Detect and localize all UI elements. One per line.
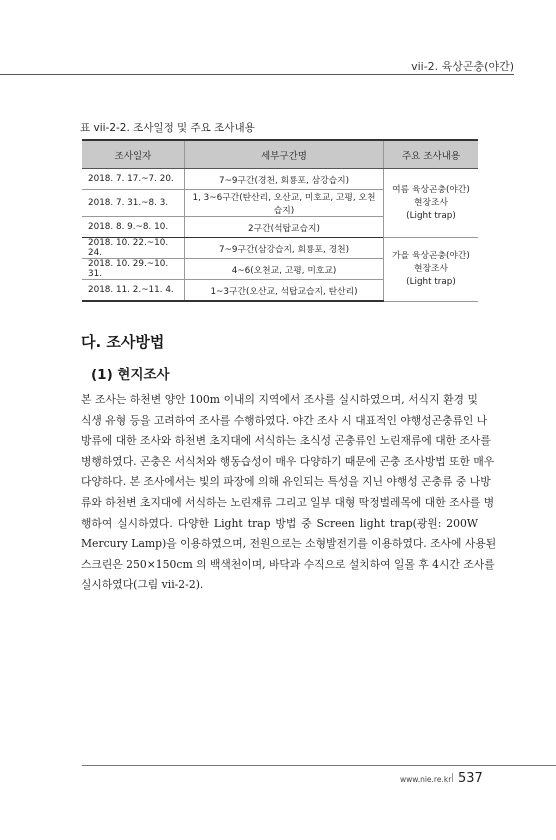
survey-content-line: 현장조사 — [414, 263, 448, 274]
body-line: 실시하였다(그림 vii-2-2). — [81, 578, 204, 592]
body-line: 방류에 대한 조사와 하천변 초지대에 서식하는 초식성 곤충류인 노린재류에 대한 조사를 — [81, 434, 491, 448]
body-line: 행하여 실시하였다. 다양한 Light trap 방법 중 Screen light trap(광원: 200W — [81, 516, 478, 530]
survey-date-cell: 2018. 10. 22.~10. 24. — [82, 238, 185, 259]
survey-section-cell: 2구간(석탑교습지) — [185, 217, 384, 238]
survey-date-cell: 2018. 11. 2.~11. 4. — [82, 280, 185, 302]
column-header-section: 세부구간명 — [185, 140, 384, 169]
footer-url: www.nie.re.kr — [400, 775, 452, 784]
survey-section-cell: 1~3구간(오산교, 석탑교습지, 탄산리) — [185, 280, 384, 302]
survey-section-cell: 7~9구간(삼강습지, 회룡포, 경천) — [185, 238, 384, 259]
survey-date-cell: 2018. 7. 17.~7. 20. — [82, 169, 185, 190]
survey-date-cell: 2018. 7. 31.~8. 3. — [82, 190, 185, 217]
survey-schedule-table — [82, 139, 478, 302]
running-header-title: vii-2. 육상곤충(야간) — [411, 60, 514, 73]
column-header-date: 조사일자 — [82, 140, 185, 169]
body-line: 류와 하천변 초지대에 서식하는 노린재류 그리고 일부 대형 딱정벌레목에 대한 조사를 병 — [81, 495, 495, 509]
page-number: 537 — [458, 771, 483, 786]
survey-content-cell — [384, 238, 479, 302]
body-line: 스크린은 250×150cm 의 백색천이며, 바닥과 수직으로 설치하여 일몰 후 4시간 조사를 — [81, 557, 495, 571]
body-paragraph — [81, 390, 497, 596]
survey-content-line: 현장조사 — [414, 197, 448, 208]
column-header-content: 주요 조사내용 — [384, 140, 479, 169]
body-line: 다양하다. 본 조사에서는 빛의 파장에 의해 유인되는 특성을 지닌 야행성 곤충류 중 나방 — [81, 475, 491, 489]
body-line: 식생 유형 등을 고려하여 조사를 수행하였다. 야간 조사 시 대표적인 야행성곤충류인 나 — [81, 413, 488, 427]
table-caption: 표 vii-2-2. 조사일정 및 주요 조사내용 — [80, 122, 255, 134]
body-line: 병행하였다. 곤충은 서식처와 행동습성이 매우 다양하기 때문에 곤충 조사방법 또한 매우 — [81, 454, 495, 468]
survey-content-line: 여름 육상곤충(야간) — [392, 184, 470, 195]
table-row — [82, 169, 478, 190]
survey-section-cell: 7~9구간(경천, 회룡포, 삼강습지) — [185, 169, 384, 190]
table-header-row — [82, 140, 478, 169]
survey-content-cell — [384, 169, 479, 238]
table-row — [82, 238, 478, 259]
survey-section-cell: 4~6(오천교, 고평, 미호교) — [185, 259, 384, 280]
body-line: 본 조사는 하천변 양안 100m 이내의 지역에서 조사를 실시하였으며, 서식지 환경 및 — [81, 393, 478, 406]
survey-content-line: 가을 육상곤충(야간) — [392, 250, 470, 261]
header-rule — [0, 74, 514, 75]
survey-section-cell: 1, 3~6구간(탄산리, 오산교, 미호교, 고평, 오천습지) — [185, 190, 384, 217]
survey-content-line: (Light trap) — [406, 210, 456, 221]
section-heading: 다. 조사방법 — [81, 333, 165, 351]
footer-separator: | — [451, 773, 455, 783]
subsection-heading: (1) 현지조사 — [91, 367, 170, 383]
body-line: Mercury Lamp)을 이용하였으며, 전원으로는 소형발전기를 이용하였다. 조사에 사용된 — [81, 537, 497, 551]
survey-content-line: (Light trap) — [406, 276, 456, 287]
survey-date-cell: 2018. 10. 29.~10. 31. — [82, 259, 185, 280]
footer-rule — [82, 765, 556, 766]
survey-date-cell: 2018. 8. 9.~8. 10. — [82, 217, 185, 238]
